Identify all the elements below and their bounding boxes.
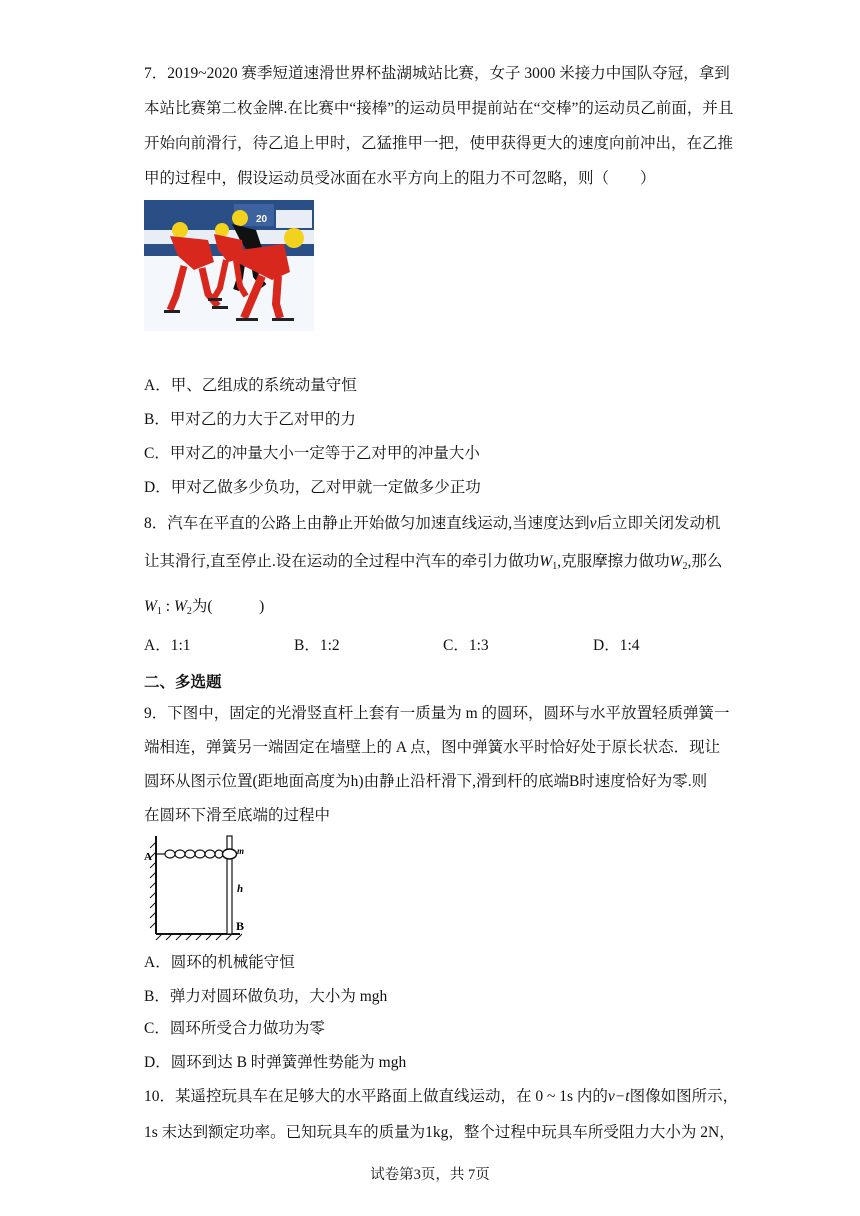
q8-w-symbol: W [669, 553, 683, 570]
speed-skating-photo [144, 200, 314, 331]
q9-option-d: D．圆环到达 B 时弹簧弹性势能为 mgh [144, 1054, 407, 1071]
q7-option-c: C．甲对乙的冲量大小一定等于乙对甲的冲量大小 [144, 445, 480, 462]
q8-line-2-post: ,那么 [687, 553, 723, 570]
page-footer: 试卷第3页，共 7页 [370, 1167, 490, 1183]
q9-text-line-4: 在圆环下滑至底端的过程中 [144, 807, 331, 824]
q7-text-line-1: 7．2019~2020 赛季短道速滑世界杯盐湖城站比赛，女子 3000 米接力中国队夺冠，拿到 [144, 65, 730, 82]
q9-option-a: A．圆环的机械能守恒 [144, 954, 295, 971]
q8-line-2-pre: 让其滑行,直至停止.设在运动的全过程中汽车的牵引力做功 [144, 553, 540, 570]
q9-text-line-2: 端相连，弹簧另一端固定在墙壁上的 A 点，图中弹簧水平时恰好处于原长状态．现让 [144, 739, 721, 756]
q9-option-c: C．圆环所受合力做功为零 [144, 1020, 325, 1037]
q8-velocity-symbol: v [589, 515, 597, 532]
q10-line-1-pre: 10．某遥控玩具车在足够大的水平路面上做直线运动，在 0 ~ 1s 内的 [144, 1088, 608, 1105]
q8-w-symbol: W [539, 553, 553, 570]
q8-text-line-1 [144, 514, 721, 534]
q8-w-sub-2: 2 [682, 561, 688, 572]
q7-text-line-3: 开始向前滑行，待乙追上甲时，乙猛推甲一把，使甲获得更大的速度向前冲出，在乙推 [144, 135, 734, 152]
q8-w-sub-1: 1 [552, 561, 558, 572]
q9-text-line-3: 圆环从图示位置(距地面高度为h)由静止沿杆滑下,滑到杆的底端B时速度恰好为零.则 [144, 773, 708, 790]
label-m: m [237, 846, 245, 856]
q8-text-line-2 [144, 552, 722, 577]
q8-option-a: A．1:1 [144, 637, 191, 654]
q8-option-d: D．1:4 [593, 637, 640, 654]
q7-option-a: A．甲、乙组成的系统动量守恒 [144, 377, 357, 394]
svg-text:20: 20 [256, 214, 268, 225]
q8-line-1-pre: 8．汽车在平直的公路上由静止开始做匀加速直线运动,当速度达到 [144, 515, 590, 532]
label-a: A [144, 851, 152, 863]
q8-text-line-3 [144, 597, 264, 622]
q8-w-symbol: W [144, 598, 157, 615]
spring-ring-diagram [144, 832, 254, 944]
q7-text-line-2: 本站比赛第二枚金牌.在比赛中“接棒”的运动员甲提前站在“交棒”的运动员乙前面，并且 [144, 100, 734, 117]
section-heading-multiple-choice: 二、多选题 [144, 674, 222, 691]
q8-option-b: B．1:2 [294, 637, 340, 654]
q9-text-line-1: 9．下图中，固定的光滑竖直杆上套有一质量为 m 的圆环，圆环与水平放置轻质弹簧一 [144, 705, 730, 722]
q10-line-1-post: 图像如图所示， [629, 1088, 739, 1105]
q8-line-2-mid: ,克服摩擦力做功 [557, 553, 670, 570]
label-h: h [237, 883, 244, 895]
q8-w-symbol: W [173, 598, 187, 615]
q9-option-b: B．弹力对圆环做负功，大小为 mgh [144, 988, 388, 1005]
q8-w-sub-1: 1 [156, 606, 162, 617]
label-b: B [236, 919, 245, 933]
q10-vt-symbol: v−t [607, 1088, 630, 1105]
q8-line-1-post: 后立即关闭发动机 [596, 515, 721, 532]
q8-ratio-separator: : [161, 598, 174, 615]
q10-text-line-2: 1s 末达到额定功率。已知玩具车的质量为1kg，整个过程中玩具车所受阻力大小为 2N， [144, 1124, 735, 1141]
q7-text-line-4: 甲的过程中，假设运动员受冰面在水平方向上的阻力不可忽略，则（ ） [144, 170, 656, 187]
q8-w-sub-2: 2 [186, 606, 192, 617]
q10-text-line-1 [144, 1087, 738, 1107]
q8-line-3-post: 为( ) [191, 598, 265, 615]
q7-option-b: B．甲对乙的力大于乙对甲的力 [144, 411, 356, 428]
q8-option-c: C．1:3 [443, 637, 489, 654]
q7-option-d: D．甲对乙做多少负功，乙对甲就一定做多少正功 [144, 479, 481, 496]
